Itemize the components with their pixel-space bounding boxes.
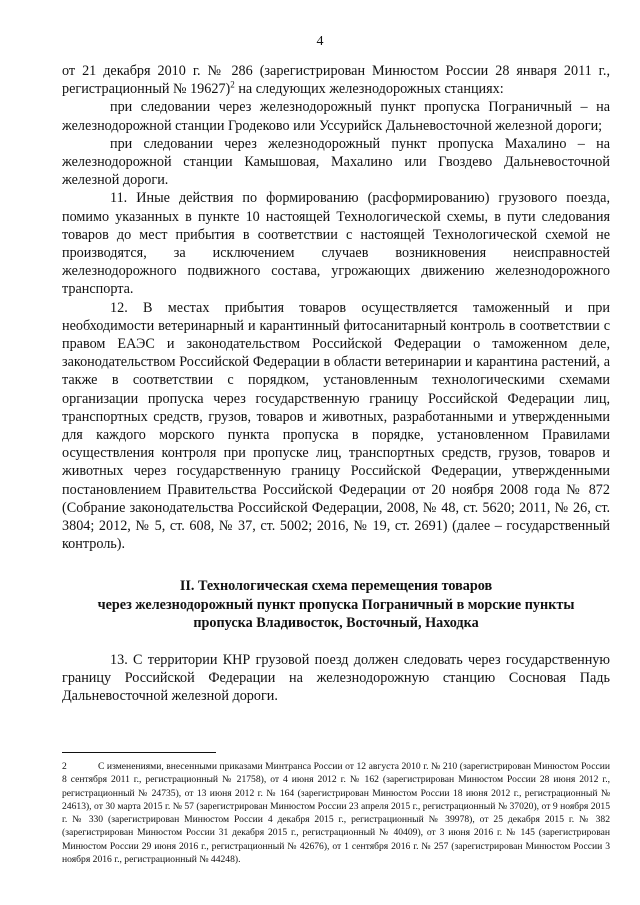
document-body xyxy=(62,62,610,706)
section-heading-line-3: пропуска Владивосток, Восточный, Находка xyxy=(193,615,479,632)
section-heading xyxy=(62,577,610,633)
paragraph-11: 11. Иные действия по формированию (расформированию) грузового поезда, помимо указанных в пункте 10 настоящей Технологической схемы, в пути следования товаров до мест прибытия в соответствии с настоящей Технологической схемой не производятся, за исключением случаев возникновения неисправностей железнодорожного подвижного состава, угрожающих движению железнодорожного транспорта. xyxy=(62,190,610,298)
footnote-text: С изменениями, внесенными приказами Минтранса России от 12 августа 2010 г. № 210 (зарегистрирован Минюстом России 8 сентября 2011 г., регистрационный № 21758), от 4 июня 2012 г. № 162 (зарегистрирован Минюстом России 28 июня 2012 г., регистрационный № 24735), от 13 июня 2012 г. № 164 (зарегистрирован Минюстом России 18 июня 2012 г., регистрационный № 24613), от 30 марта 2015 г. № 57 (зарегистрирован Минюстом России 23 апреля 2015 г., регистрационный № 37020), от 9 ноября 2015 г. № 330 (зарегистрирован Минюстом России 4 декабря 2015 г., регистрационный № 39978), от 25 декабря 2015 г. № 382 (зарегистрирован Минюстом России 31 декабря 2015 г., регистрационный № 40409), от 3 июня 2016 г. № 145 (зарегистрирован Минюстом России 29 июня 2016 г., регистрационный № 42676), от 1 сентября 2016 г. № 257 (зарегистрирован Минюстом России 3 ноября 2016 г., регистрационный № 44248). xyxy=(62,761,610,866)
section-heading-line-1: II. Технологическая схема перемещения товаров xyxy=(179,578,493,595)
paragraph-12: 12. В местах прибытия товаров осуществляется таможенный и при необходимости ветеринарный и карантинный фитосанитарный контроль в соответствии с правом ЕАЭС и законодательством Российской Федерации о таможенном деле, законодательством Российской Федерации в области ветеринарии и карантина растений, а также в соответствии с порядком, установленным технологическими схемами организации пропуска через государственную границу Российской Федерации лиц, транспортных средств, грузов, товаров и животных, разработанными и утвержденными для каждого морского пункта пропуска в порядке, установленном Правилами осуществления контроля при пропуске лиц, транспортных средств, грузов, товаров и животных через государственную границу Российской Федерации, утвержденными постановлением Правительства Российской Федерации от 20 ноября 2008 года № 872 (Собрание законодательства Российской Федерации, 2008, № 48, ст. 5620; 2011, № 26, ст. 3804; 2012, № 5, ст. 608, № 37, ст. 5002; 2016, № 19, ст. 2691) (далее – государственный контроль). xyxy=(62,299,610,553)
footnote-divider xyxy=(62,752,216,753)
paragraph-13: 13. С территории КНР грузовой поезд должен следовать через государственную границу Российской Федерации на железнодорожную станцию Сосновая Падь Дальневосточной железной дороги. xyxy=(62,651,610,705)
paragraph-intro-tail: на следующих железнодорожных станциях: xyxy=(234,81,504,98)
paragraph-intro-text: от 21 декабря 2010 г. № 286 (зарегистрирован Минюстом России 28 января 2011 г., регистрационный № 19627) xyxy=(62,63,610,98)
page-number: 4 xyxy=(316,34,324,49)
footnote xyxy=(62,760,610,866)
paragraph-intro-continued xyxy=(62,62,610,98)
paragraph-makhalino: при следовании через железнодорожный пункт пропуска Махалино – на железнодорожной станции Камышовая, Махалино или Гвоздево Дальневосточной железной дороги. xyxy=(62,135,610,189)
footnote-reference: 2 xyxy=(230,79,235,90)
section-heading-line-2: через железнодорожный пункт пропуска Пограничный в морские пункты xyxy=(97,596,575,613)
paragraph-pogranichny: при следовании через железнодорожный пункт пропуска Пограничный – на железнодорожной станции Гродеково или Уссурийск Дальневосточной железной дороги; xyxy=(62,99,610,134)
footnote-mark: 2 xyxy=(62,761,67,772)
